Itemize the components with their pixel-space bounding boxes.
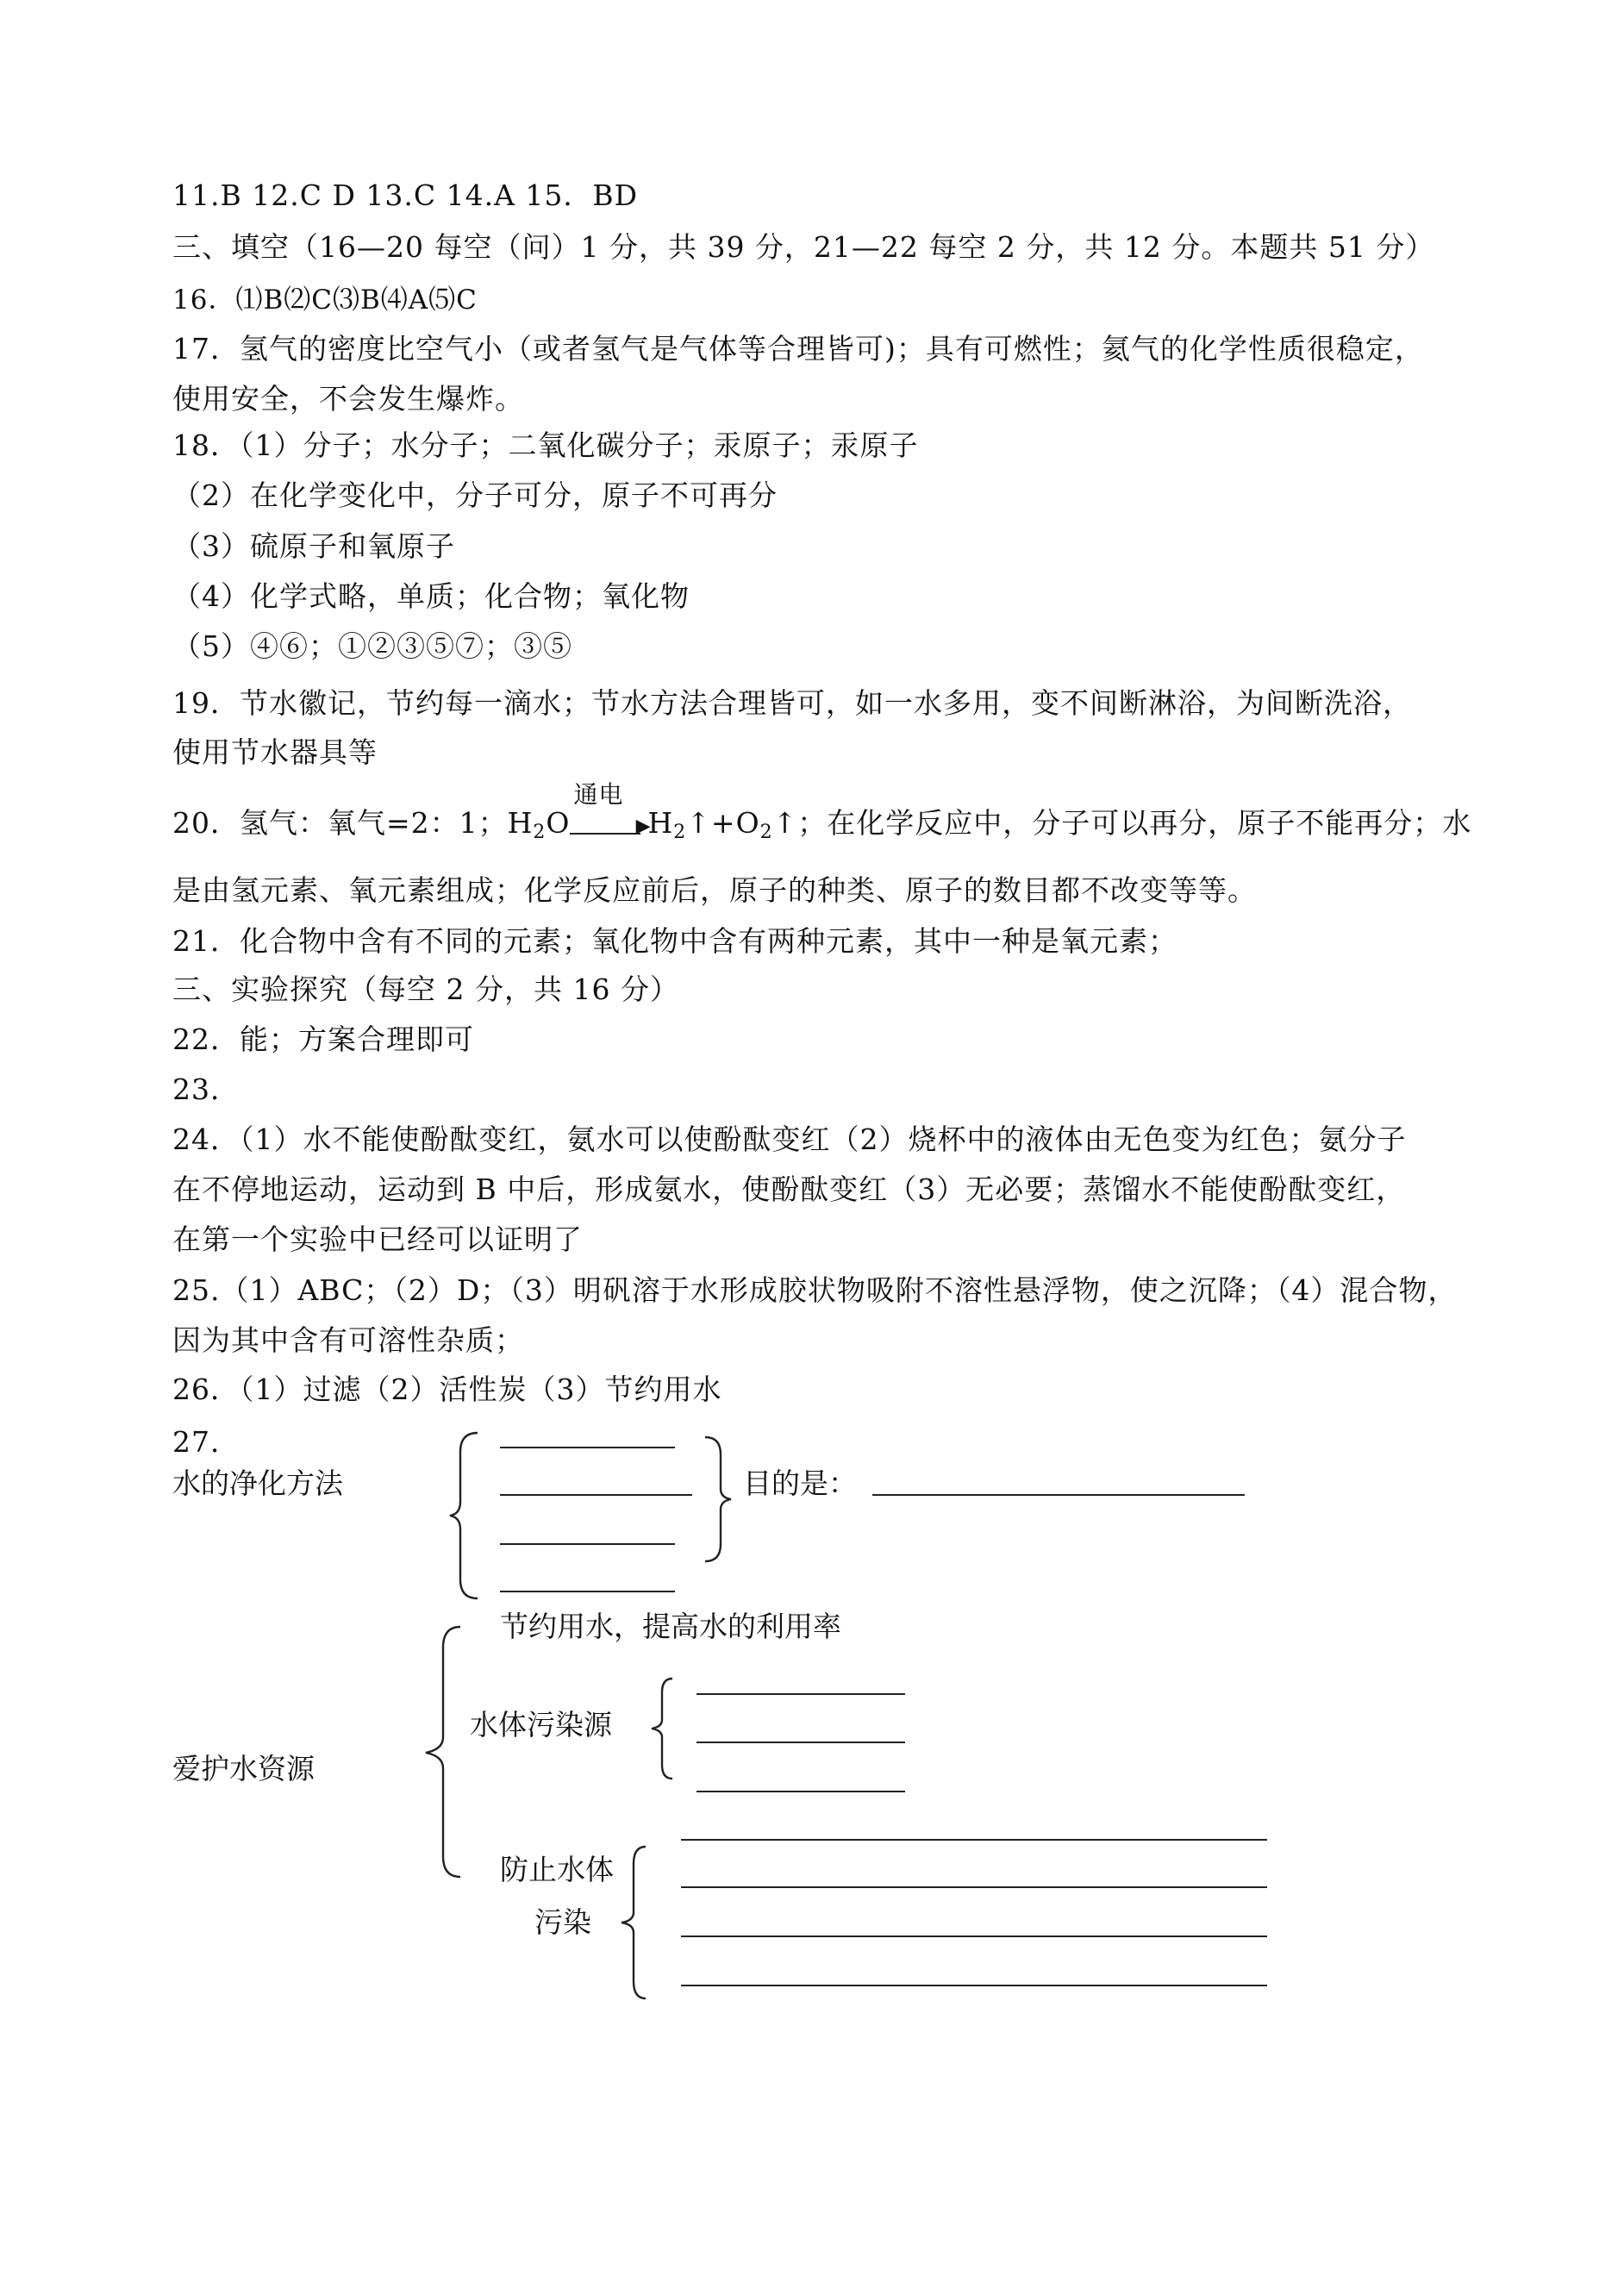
prevent-blank-4[interactable]	[681, 1985, 1267, 1986]
eq20-o: O	[546, 806, 571, 840]
prevent-pollution-line1: 防止水体	[500, 1853, 614, 1886]
answer-17-line2: 使用安全，不会发生爆炸。	[172, 382, 524, 416]
purpose-blank[interactable]	[872, 1494, 1245, 1496]
answer-27-label: 27．	[172, 1425, 240, 1459]
left-brace-protect	[422, 1625, 465, 1884]
answer-26: 26．（1）过滤（2）活性炭（3）节约用水	[172, 1373, 722, 1406]
answer-22: 22．能；方案合理即可	[172, 1022, 474, 1056]
eq20-up1: ↑+O	[686, 806, 760, 840]
left-brace-purification	[448, 1431, 483, 1604]
answer-line-11-15: 11.B 12.C D 13.C 14.A 15．BD	[172, 178, 639, 212]
purification-blank-1[interactable]	[500, 1447, 675, 1448]
purpose-label: 目的是：	[743, 1466, 857, 1500]
answer-20-line2: 是由氢元素、氧元素组成；化学反应前后，原子的种类、原子的数目都不改变等等。	[172, 873, 1257, 907]
answer-24-line3: 在第一个实验中已经可以证明了	[172, 1223, 583, 1256]
answer-24-line2: 在不停地运动，运动到 B 中后，形成氨水，使酚酞变红（3）无必要；蒸馏水不能使酚酞变红，	[172, 1173, 1406, 1206]
save-water-text: 节约用水，提高水的利用率	[500, 1610, 841, 1643]
answer-18-2: （2）在化学变化中，分子可分，原子不可再分	[172, 478, 778, 512]
eq20-prefix: 20．氢气：氧气=2：1；H	[172, 806, 534, 840]
answer-19-line2: 使用节水器具等	[172, 735, 378, 769]
left-brace-prevent	[616, 1845, 651, 2000]
pollution-blank-3[interactable]	[696, 1791, 905, 1792]
left-brace-pollution-source	[646, 1677, 681, 1780]
answer-19-line1: 19．节水徽记，节约每一滴水；节水方法合理皆可，如一水多用，变不间断淋浴，为间断洗浴，	[172, 686, 1412, 720]
answer-18-3: （3）硫原子和氧原子	[172, 529, 455, 563]
answer-25-line2: 因为其中含有可溶性杂质；	[172, 1323, 524, 1357]
purification-blank-4[interactable]	[500, 1591, 675, 1592]
answer-17-line1: 17．氢气的密度比空气小（或者氢气是气体等合理皆可)；具有可燃性；氦气的化学性质很稳定，	[172, 332, 1424, 366]
answer-25-line1: 25.（1）ABC；（2）D；（3）明矾溶于水形成胶状物吸附不溶性悬浮物，使之沉降；（4）混合物，	[172, 1273, 1458, 1307]
answer-20-equation-line	[172, 780, 1472, 850]
reaction-condition: 通电	[573, 780, 624, 809]
answer-18-1: 18．（1）分子；水分子；二氧化碳分子；汞原子；汞原子	[172, 428, 919, 462]
eq20-h: H	[647, 806, 674, 840]
right-brace-purification	[700, 1435, 734, 1565]
prevent-blank-1[interactable]	[681, 1839, 1267, 1841]
pollution-source-label: 水体污染源	[470, 1708, 612, 1742]
prevent-blank-2[interactable]	[681, 1886, 1267, 1888]
protect-water-label: 爱护水资源	[172, 1752, 315, 1785]
arrow-right-icon: ▶	[635, 816, 652, 837]
answer-18-4: （4）化学式略，单质；化合物；氧化物	[172, 579, 690, 613]
pollution-blank-2[interactable]	[696, 1742, 905, 1743]
eq20-sub-h2: 2	[673, 822, 687, 843]
pollution-blank-1[interactable]	[696, 1693, 905, 1695]
reaction-arrow	[570, 780, 652, 838]
section-fill-blank-heading: 三、填空（16—20 每空（问）1 分，共 39 分，21—22 每空 2 分，共 12 分。本题共 51 分）	[172, 230, 1435, 264]
answer-21: 21．化合物中含有不同的元素；氧化物中含有两种元素，其中一种是氧元素；	[172, 924, 1177, 958]
water-purification-label: 水的净化方法	[172, 1466, 343, 1500]
prevent-pollution-line2: 污染	[534, 1905, 591, 1939]
eq20-sub-o2: 2	[759, 822, 773, 843]
eq20-sub-h2o: 2	[533, 822, 547, 843]
answer-24-line1: 24．（1）水不能使酚酞变红，氨水可以使酚酞变红（2）烧杯中的液体由无色变为红色；氨分子	[172, 1122, 1407, 1156]
prevent-blank-3[interactable]	[681, 1935, 1267, 1937]
purification-blank-2[interactable]	[500, 1494, 692, 1496]
section-experiment-heading: 三、实验探究（每空 2 分，共 16 分）	[172, 972, 679, 1006]
answer-16: 16．⑴B⑵C⑶B⑷A⑸C	[172, 285, 478, 316]
answer-18-5: （5）④⑥；①②③⑤⑦；③⑤	[172, 629, 572, 663]
answer-23: 23．	[172, 1072, 240, 1106]
purification-blank-3[interactable]	[500, 1543, 675, 1545]
eq20-suffix: ↑；在化学反应中，分子可以再分，原子不能再分；水	[772, 806, 1472, 840]
